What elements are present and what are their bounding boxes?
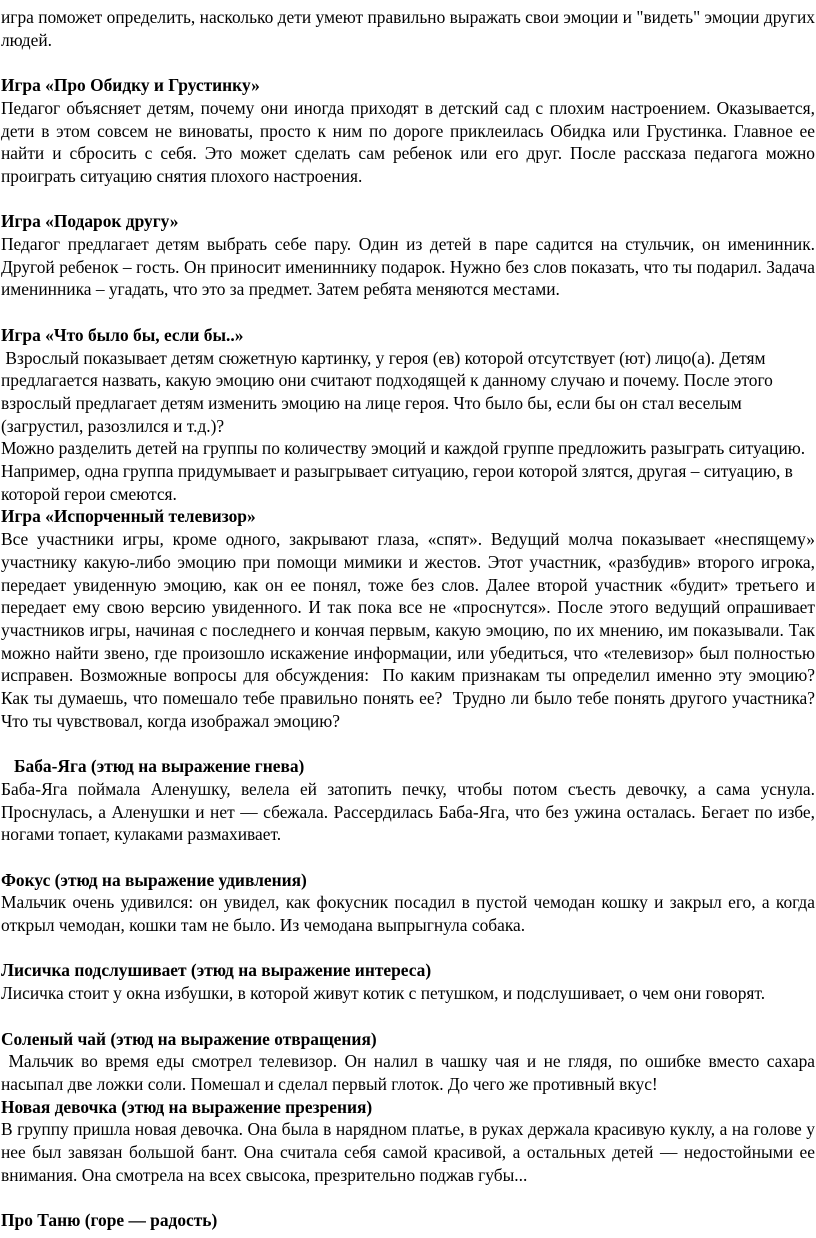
- heading-fokus: Фокус (этюд на выражение удивления): [1, 869, 307, 890]
- spacer: [1, 732, 815, 755]
- spacer: [1, 1005, 815, 1028]
- heading-baba-yaga: Баба-Яга (этюд на выражение гнева): [1, 756, 305, 777]
- esli-by-paragraph-1: Взрослый показывает детям сюжетную картинку, у героя (ев) которой отсутствует (ют) лицо(а). Детям предлагается назвать, какую эмоцию они считают подходящей к данному случаю и почему. После этого взрослый предлагает детям изменить эмоцию на лице героя. Что было бы, если бы он стал веселым (загрустил, разозлился и т.д.)?: [1, 347, 778, 436]
- heading-tanya: Про Таню (горе — радость): [1, 1210, 218, 1231]
- spacer: [1, 937, 815, 960]
- obidka-paragraph: Педагог объясняет детям, почему они иногда приходят в детский сад с плохим настроением. Оказывается, дети в этом совсем не виноваты, просто к ним по дороге приклеилась Обидка или Грустинка. Главное ее найти и сбросить с себя. Это может сделать сам ребенок или его друг. После рассказа педагога можно проиграть ситуацию снятия плохого настроения.: [1, 97, 815, 186]
- podarok-paragraph: Педагог предлагает детям выбрать себе пару. Один из детей в паре садится на стульчик, он именинник. Другой ребенок – гость. Он приносит имениннику подарок. Нужно без слов показать, что ты подарил. Задача именинника – угадать, что это за предмет. Затем ребята меняются местами.: [1, 234, 815, 300]
- televizor-paragraph: Все участники игры, кроме одного, закрывают глаза, «спят». Ведущий молча показывает «неспящему» участнику какую-либо эмоцию при помощи мимики и жестов. Этот участник, «разбудив» второго игрока, передает увиденную эмоцию, как он ее понял, тоже без слов. Далее второй участник «будит» третьего и передает ему свою версию увиденного. И так пока все не «проснутся». После этого ведущий опрашивает участников игры, начиная с последнего и кончая первым, какую эмоцию, по их мнению, им показывали. Так можно найти звено, где произошло искажение информации, или убедиться, что «телевизор» был полностью исправен. Возможные вопросы для обсуждения: По каким признакам ты определил именно эту эмоцию? Как ты думаешь, что помешало тебе правильно понять ее? Трудно ли было тебе понять другого участника? Что ты чувствовал, когда изображал эмоцию?: [1, 529, 815, 731]
- heading-esli-by: Игра «Что было бы, если бы..»: [1, 324, 244, 345]
- chai-paragraph: Мальчик во время еды смотрел телевизор. Он налил в чашку чая и не глядя, по ошибке вместо сахара насыпал две ложки соли. Помешал и сделал первый глоток. До чего же противный вкус!: [1, 1051, 815, 1094]
- esli-by-paragraph-2: Можно разделить детей на группы по количеству эмоций и каждой группе предложить разыграть ситуацию. Например, одна группа придумывает и разыгрывает ситуацию, герои которой злятся, другая – ситуацию, в которой герои смеются.: [1, 438, 806, 504]
- spacer: [1, 51, 815, 74]
- lisichka-paragraph: Лисичка стоит у окна избушки, в которой живут котик с петушком, и подслушивает, о чем они говорят.: [1, 983, 766, 1004]
- fokus-paragraph: Мальчик очень удивился: он увидел, как фокусник посадил в пустой чемодан кошку и закрыл его, а когда открыл чемодан, кошки там не было. Из чемодана выпрыгнула собака.: [1, 892, 815, 936]
- spacer: [1, 301, 815, 324]
- devochka-paragraph: В группу пришла новая девочка. Она была в нарядном платье, в руках держала красивую куклу, а на голове у нее был завязан большой бант. Она считала себя самой красивой, а остальных детей — недостойными ее внимания. Она смотрела на всех свысока, презрительно поджав губы...: [1, 1119, 815, 1185]
- heading-chai: Соленый чай (этюд на выражение отвращения): [1, 1028, 377, 1049]
- spacer: [1, 1186, 815, 1209]
- intro-paragraph: игра поможет определить, насколько дети умеют правильно выражать свои эмоции и "видеть" эмоции других людей.: [1, 7, 815, 50]
- heading-televizor: Игра «Испорченный телевизор»: [1, 506, 256, 527]
- heading-lisichka: Лисичка подслушивает (этюд на выражение интереса): [1, 960, 432, 981]
- heading-devochka: Новая девочка (этюд на выражение презрения): [1, 1096, 373, 1117]
- heading-obidka: Игра «Про Обидку и Грустинку»: [1, 75, 260, 96]
- baba-yaga-paragraph: Баба-Яга поймала Аленушку, велела ей затопить печку, чтобы потом съесть девочку, а сама уснула. Проснулась, а Аленушки и нет — сбежала. Рассердилась Баба-Яга, что без ужина осталась. Бегает по избе, ногами топает, кулаками размахивает.: [1, 778, 815, 845]
- spacer: [1, 846, 815, 869]
- spacer: [1, 188, 815, 211]
- heading-podarok: Игра «Подарок другу»: [1, 211, 179, 232]
